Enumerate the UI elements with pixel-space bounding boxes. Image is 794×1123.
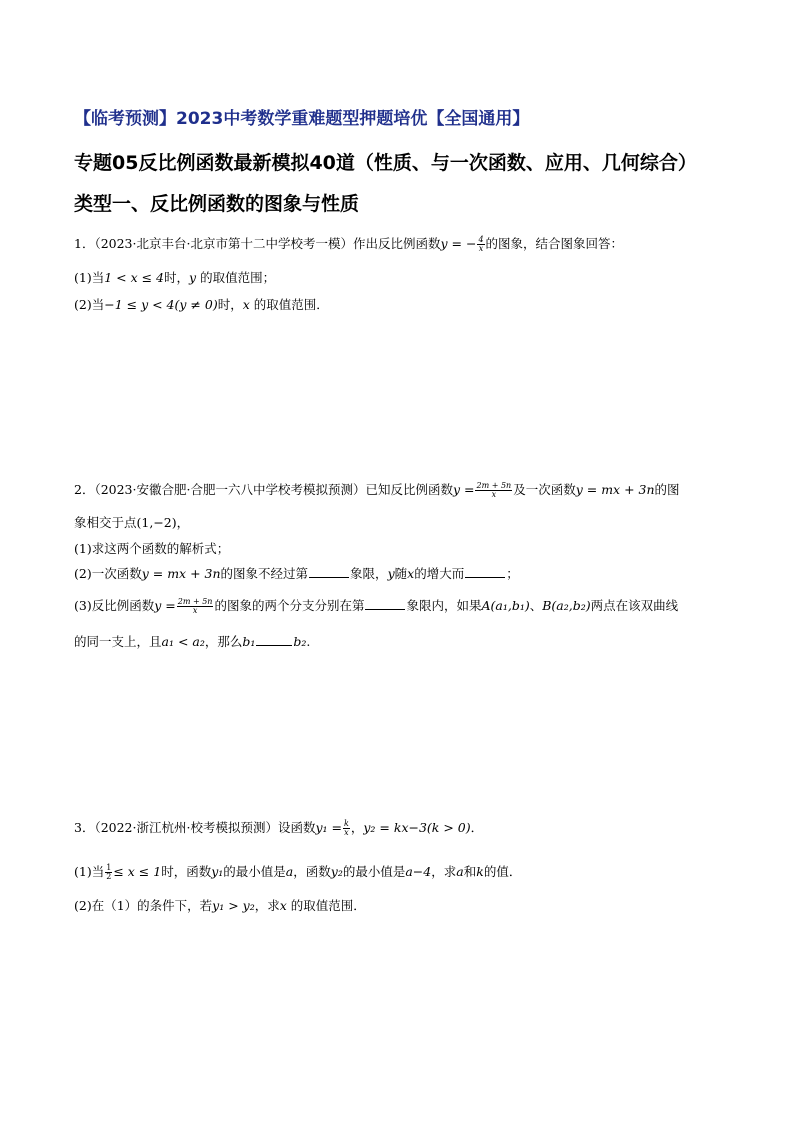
q2-p3-text: 的图象的两个分支分别在第 xyxy=(214,598,365,613)
q1-func-frac xyxy=(477,236,484,253)
q3-intro xyxy=(74,820,483,837)
q2-func-num: 2m + 5n xyxy=(476,481,512,490)
q3-frac-den: x xyxy=(344,828,349,837)
q2-intro-b: 及一次函数 xyxy=(513,482,576,497)
q2-p3-text2: 象限内，如果 xyxy=(406,598,482,613)
q3-sep: ， xyxy=(350,820,364,835)
q2-p3-sep: 、 xyxy=(529,598,543,613)
q3-p2-math: y₁ > y₂ xyxy=(212,898,255,913)
q2-func-lhs: y = xyxy=(452,482,475,497)
q2-part1: (1)求这两个函数的解析式； xyxy=(74,541,230,556)
q2-part2 xyxy=(74,566,519,582)
q3-p1-k: k xyxy=(476,864,484,879)
q2-p3-func-den: x xyxy=(192,606,198,615)
q2-intro xyxy=(74,482,680,499)
q2-intro-c: 的图 xyxy=(654,482,680,497)
q3-p1-frac-num: 1 xyxy=(106,863,112,872)
q2-line2-b: ， xyxy=(176,515,190,530)
q2-p2-text3: 随 xyxy=(394,566,408,581)
q2-p3-end: . xyxy=(306,634,311,649)
topic-title: 专题05反比例函数最新模拟40道（性质、与一次函数、应用、几何综合） xyxy=(74,152,697,174)
q1-p1-label: (1)当 xyxy=(74,270,105,285)
q3-frac xyxy=(343,820,350,837)
q2-p3-func-lhs: y = xyxy=(154,598,176,613)
q3-p1-expr: a−4 xyxy=(405,864,432,879)
q3-intro-a: 3．（2022·浙江杭州·校考模拟预测）设函数 xyxy=(74,820,316,835)
q2-p2-text2: 象限， xyxy=(350,566,388,581)
q2-part3-line2 xyxy=(74,634,310,650)
q1-func-den: x xyxy=(478,244,484,253)
q2-p3-blank-2[interactable] xyxy=(256,634,292,646)
q1-p1-text: 时， xyxy=(164,270,190,285)
q3-p1-math: ≤ x ≤ 1 xyxy=(113,864,162,879)
q3-p2-text: ，求 xyxy=(254,898,280,913)
q3-p1-end: 的值． xyxy=(483,864,522,879)
q2-p3-b2: b₂ xyxy=(293,634,307,649)
q2-intro-line2 xyxy=(74,515,189,531)
q2-p2-end: ； xyxy=(506,566,519,581)
q2-p3-blank-1[interactable] xyxy=(365,598,405,610)
q3-p1-y1: y₁ xyxy=(211,864,224,879)
q3-p1-text5: ，求 xyxy=(431,864,457,879)
q3-part2 xyxy=(74,898,366,914)
q1-p2-text: 时， xyxy=(217,297,243,312)
q2-p3-text3: 两点在该双曲线 xyxy=(590,598,679,613)
q2-p2-text: 的图象不经过第 xyxy=(220,566,309,581)
q2-p3-func-frac xyxy=(177,598,214,615)
q1-intro xyxy=(74,236,623,253)
q1-func-num: 4 xyxy=(478,235,484,244)
q1-intro-a: 1．（2023·北京丰台·北京市第十二中学校考一模）作出反比例函数 xyxy=(74,236,441,251)
q3-p1-a: a xyxy=(285,864,294,879)
q2-p2-var-y: y xyxy=(387,566,395,581)
q1-p1-var: y xyxy=(189,270,197,285)
q3-y1: y₁ = xyxy=(315,820,342,835)
section-title: 类型一、反比例函数的图象与性质 xyxy=(74,193,360,215)
q2-p3-line2-a: 的同一支上，且 xyxy=(74,634,162,649)
q2-func-frac xyxy=(475,482,512,499)
q3-p1-frac xyxy=(105,864,112,881)
q2-line2-a: 象相交于点 xyxy=(74,515,137,530)
q2-p2-blank-1[interactable] xyxy=(309,566,349,578)
q3-p1-text3: ，函数 xyxy=(293,864,331,879)
q3-p1-text2: 的最小值是 xyxy=(223,864,286,879)
q2-p3-func-num: 2m + 5n xyxy=(177,597,213,606)
q2-p3-line2-b: ，那么 xyxy=(204,634,243,649)
q2-p2-text4: 的增大而 xyxy=(414,566,465,581)
q3-p1-text: 时，函数 xyxy=(161,864,212,879)
q1-p2-end: 的取值范围． xyxy=(249,297,329,312)
q2-p2-label: (2)一次函数 xyxy=(74,566,142,581)
q3-frac-num: k xyxy=(344,819,349,828)
q2-point: (1,−2) xyxy=(136,515,177,530)
q2-intro-a: 2．（2023·安徽合肥·合肥一六八中学校考模拟预测）已知反比例函数 xyxy=(74,482,453,497)
q1-p2-math: −1 ≤ y < 4(y ≠ 0) xyxy=(104,297,218,312)
q2-p2-linear: y = mx + 3n xyxy=(141,566,221,581)
q1-intro-b: 的图象，结合图象回答： xyxy=(485,236,624,251)
q2-p2-blank-2[interactable] xyxy=(465,566,505,578)
q1-p1-math: 1 < x ≤ 4 xyxy=(104,270,165,285)
q1-p2-var: x xyxy=(242,297,250,312)
q1-func-lhs: y = − xyxy=(440,236,477,251)
q1-p2-label: (2)当 xyxy=(74,297,105,312)
q2-p3-b1: b₁ xyxy=(242,634,256,649)
q3-p2-label: (2)在（1）的条件下，若 xyxy=(74,898,213,913)
header-title: 【临考预测】2023中考数学重难题型押题培优【全国通用】 xyxy=(74,109,530,129)
q3-y2: y₂ = kx−3(k > 0) xyxy=(363,820,471,835)
q3-p2-x: x xyxy=(279,898,287,913)
q2-p3-point-a: A(a₁,b₁) xyxy=(481,598,530,613)
q2-linear-func: y = mx + 3n xyxy=(575,482,655,497)
q1-part1 xyxy=(74,270,275,286)
q2-p3-point-b: B(a₂,b₂) xyxy=(542,598,591,613)
q3-intro-end: ． xyxy=(470,820,484,835)
q3-p1-y2: y₂ xyxy=(330,864,343,879)
q3-p1-text4: 的最小值是 xyxy=(342,864,406,879)
q3-p1-text6: 和 xyxy=(463,864,477,879)
q3-part1 xyxy=(74,864,521,881)
q3-p1-a2: a xyxy=(456,864,464,879)
q3-p1-label: (1)当 xyxy=(74,864,105,879)
q2-func-den: x xyxy=(491,490,497,499)
q2-p3-condition: a₁ < a₂ xyxy=(161,634,205,649)
q3-p2-end: 的取值范围． xyxy=(286,898,366,913)
q1-p1-end: 的取值范围； xyxy=(196,270,276,285)
q2-p2-var-x: x xyxy=(407,566,415,581)
q3-p1-frac-den: 2 xyxy=(106,872,112,881)
q2-part3 xyxy=(74,598,678,615)
q1-part2 xyxy=(74,297,329,313)
q2-p3-label: (3)反比例函数 xyxy=(74,598,155,613)
